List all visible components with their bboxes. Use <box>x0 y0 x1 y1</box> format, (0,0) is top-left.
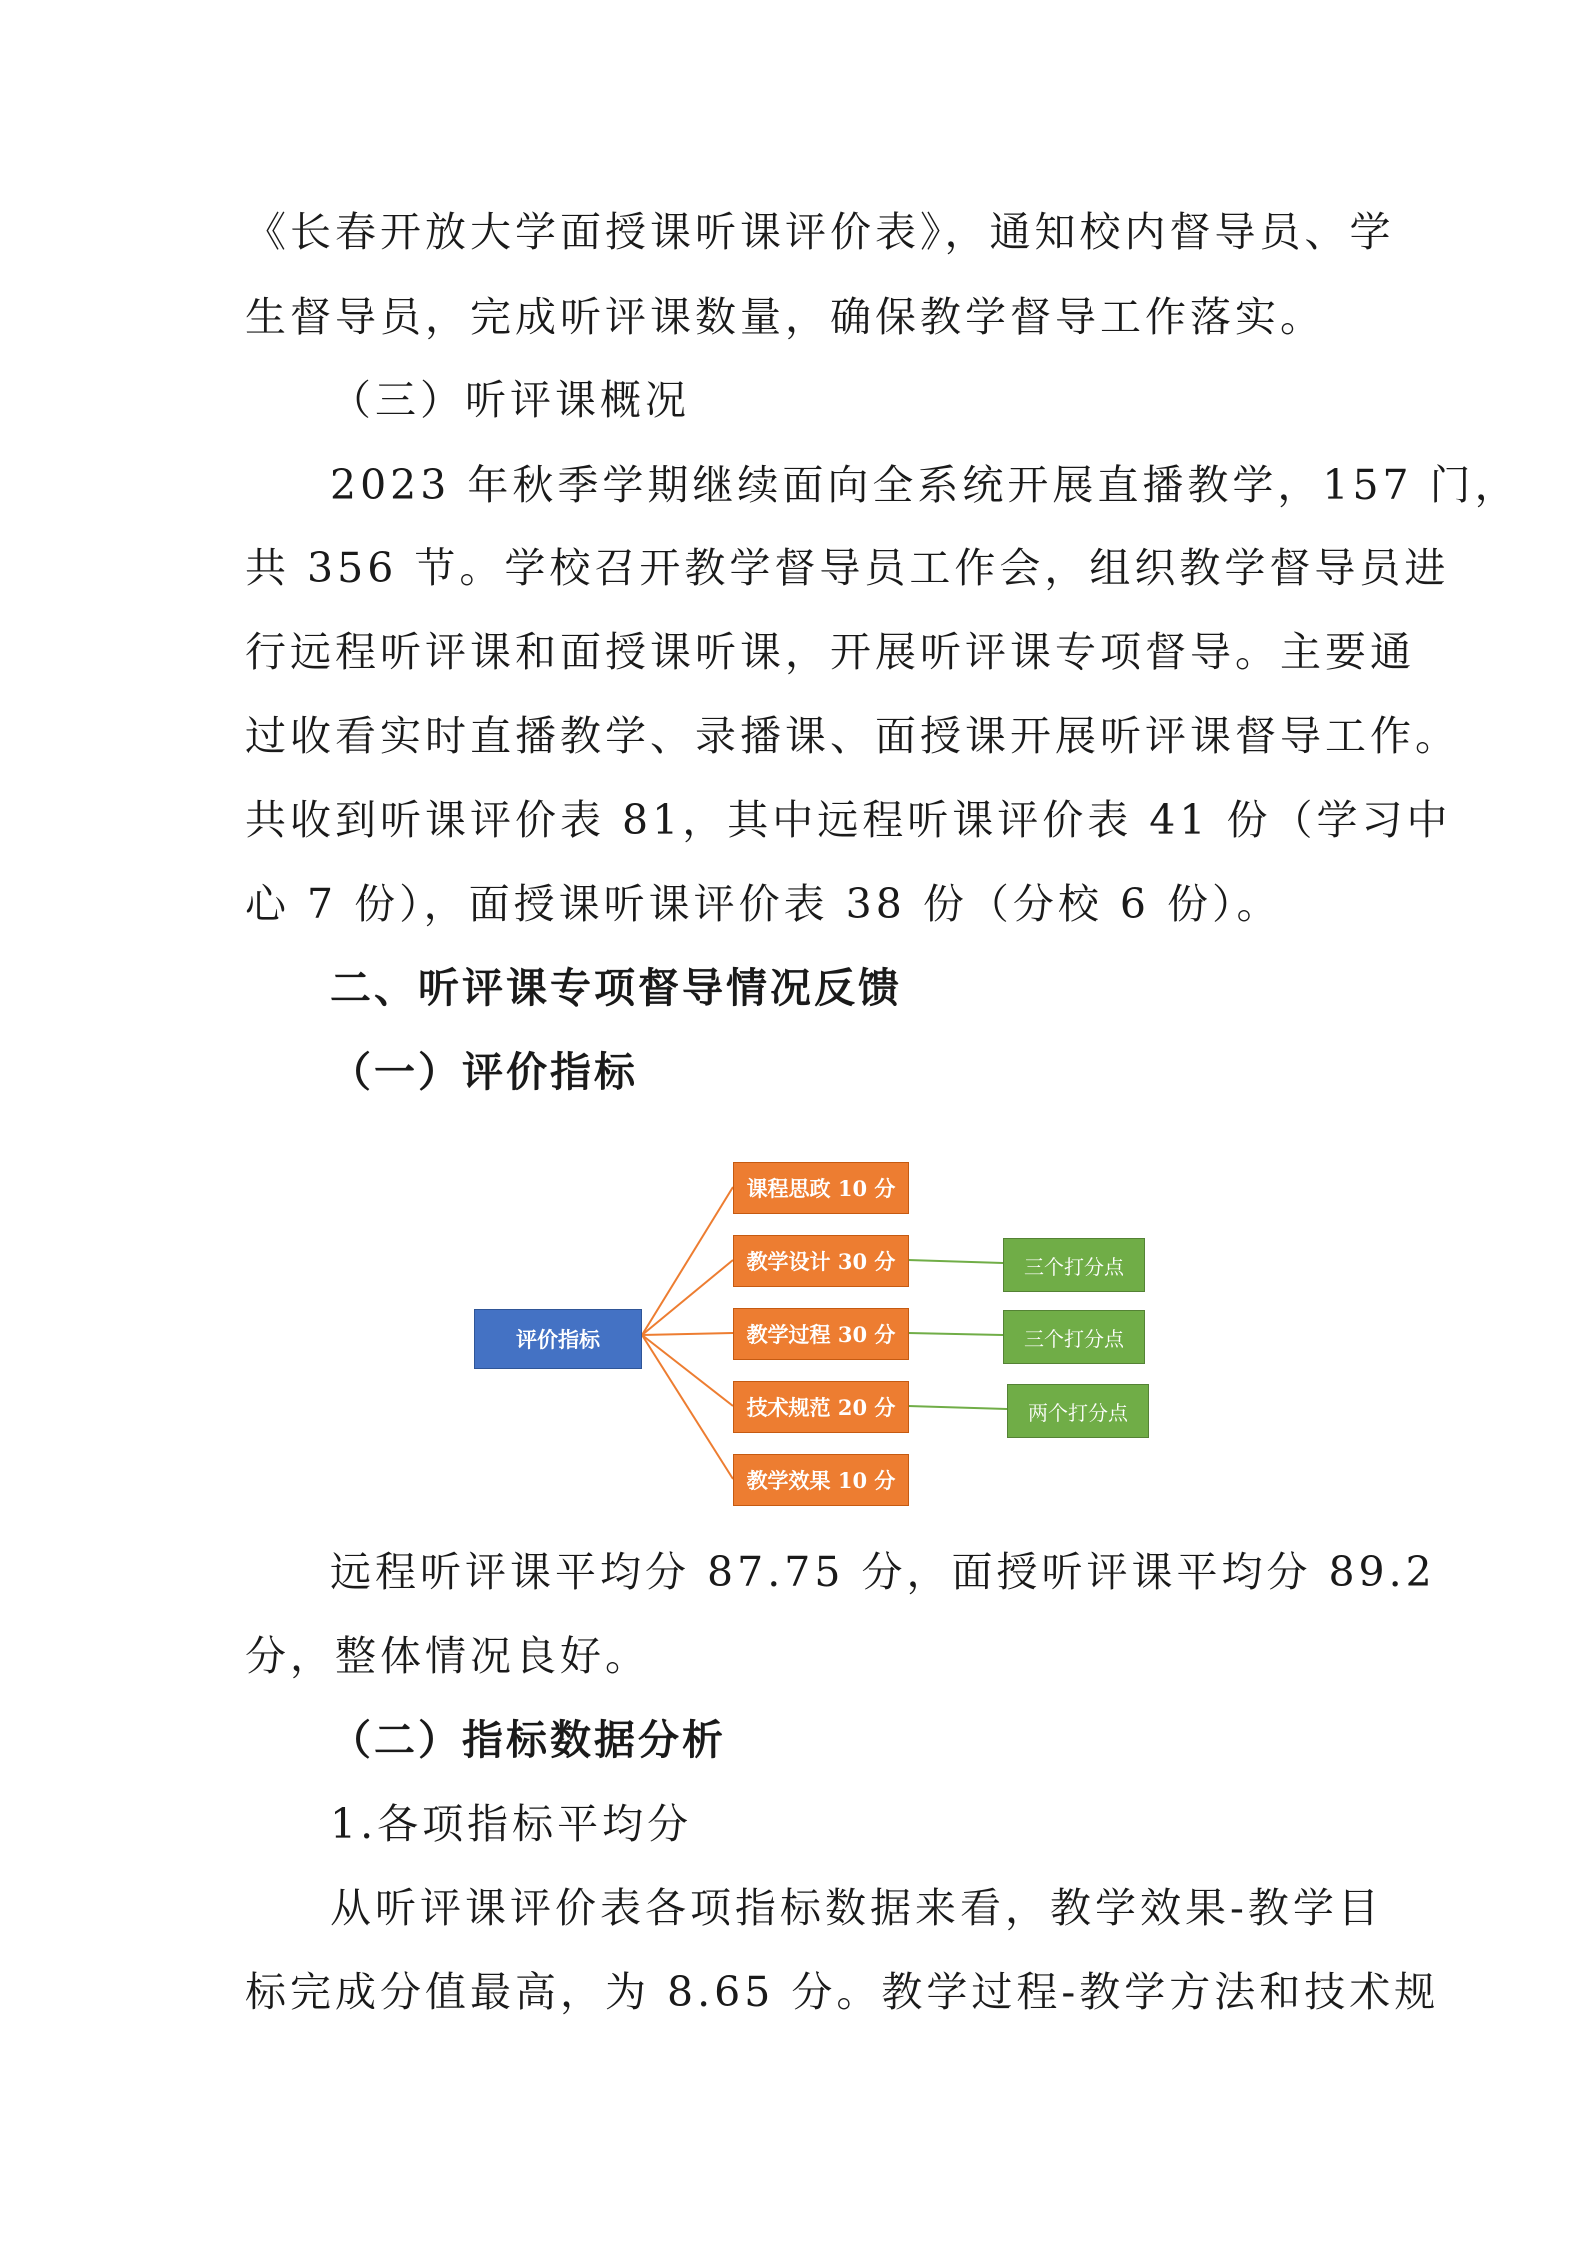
detail-line-3 <box>908 1406 1007 1409</box>
paragraph-line: 心 7 份），面授课听课评价表 38 份（分校 6 份）。 <box>245 880 1282 928</box>
detail-box-process-points: 三个打分点 <box>1003 1310 1145 1364</box>
paragraph-line: 《长春开放大学面授课听课评价表》，通知校内督导员、学 <box>245 208 1395 256</box>
paragraph-line: 共收到听课评价表 81，其中远程听课评价表 41 份（学习中 <box>245 796 1452 844</box>
section-heading-3: （三）听评课概况 <box>330 376 690 424</box>
branch-box-teaching-effect: 教学效果 10 分 <box>733 1454 909 1506</box>
sub-heading-evaluation-index: （一）评价指标 <box>330 1048 638 1096</box>
diagram-root-box: 评价指标 <box>474 1309 642 1369</box>
paragraph-line: 共 356 节。学校召开教学督导员工作会，组织教学督导员进 <box>245 544 1450 592</box>
paragraph-line: 远程听评课平均分 87.75 分，面授听评课平均分 89.2 <box>330 1548 1436 1596</box>
connector-line-4 <box>642 1335 733 1406</box>
paragraph-line: 行远程听评课和面授课听课，开展听评课专项督导。主要通 <box>245 628 1415 676</box>
paragraph-line: 标完成分值最高，为 8.65 分。教学过程-教学方法和技术规 <box>245 1968 1440 2016</box>
connector-line-3 <box>642 1333 733 1335</box>
detail-box-technical-points: 两个打分点 <box>1007 1384 1149 1438</box>
connector-line-2 <box>642 1260 733 1335</box>
detail-box-design-points: 三个打分点 <box>1003 1238 1145 1292</box>
detail-line-1 <box>908 1260 1003 1263</box>
connector-line-5 <box>642 1335 733 1479</box>
paragraph-line: 分，整体情况良好。 <box>245 1632 650 1680</box>
sub-heading-data-analysis: （二）指标数据分析 <box>330 1716 726 1764</box>
part-heading-2: 二、听评课专项督导情况反馈 <box>330 964 902 1012</box>
branch-box-teaching-design: 教学设计 30 分 <box>733 1235 909 1287</box>
item-heading-average-scores: 1.各项指标平均分 <box>330 1800 693 1848</box>
branch-box-technical-standard: 技术规范 20 分 <box>733 1381 909 1433</box>
paragraph-line: 生督导员，完成听评课数量，确保教学督导工作落实。 <box>245 293 1325 341</box>
branch-box-ideology: 课程思政 10 分 <box>733 1162 909 1214</box>
paragraph-line: 从听评课评价表各项指标数据来看，教学效果-教学目 <box>330 1884 1383 1932</box>
detail-line-2 <box>908 1333 1003 1335</box>
paragraph-line: 过收看实时直播教学、录播课、面授课开展听评课督导工作。 <box>245 712 1460 760</box>
paragraph-line: 2023 年秋季学期继续面向全系统开展直播教学，157 门， <box>330 461 1520 509</box>
connector-line-1 <box>642 1187 733 1335</box>
branch-box-teaching-process: 教学过程 30 分 <box>733 1308 909 1360</box>
evaluation-index-diagram <box>470 1150 1170 1510</box>
